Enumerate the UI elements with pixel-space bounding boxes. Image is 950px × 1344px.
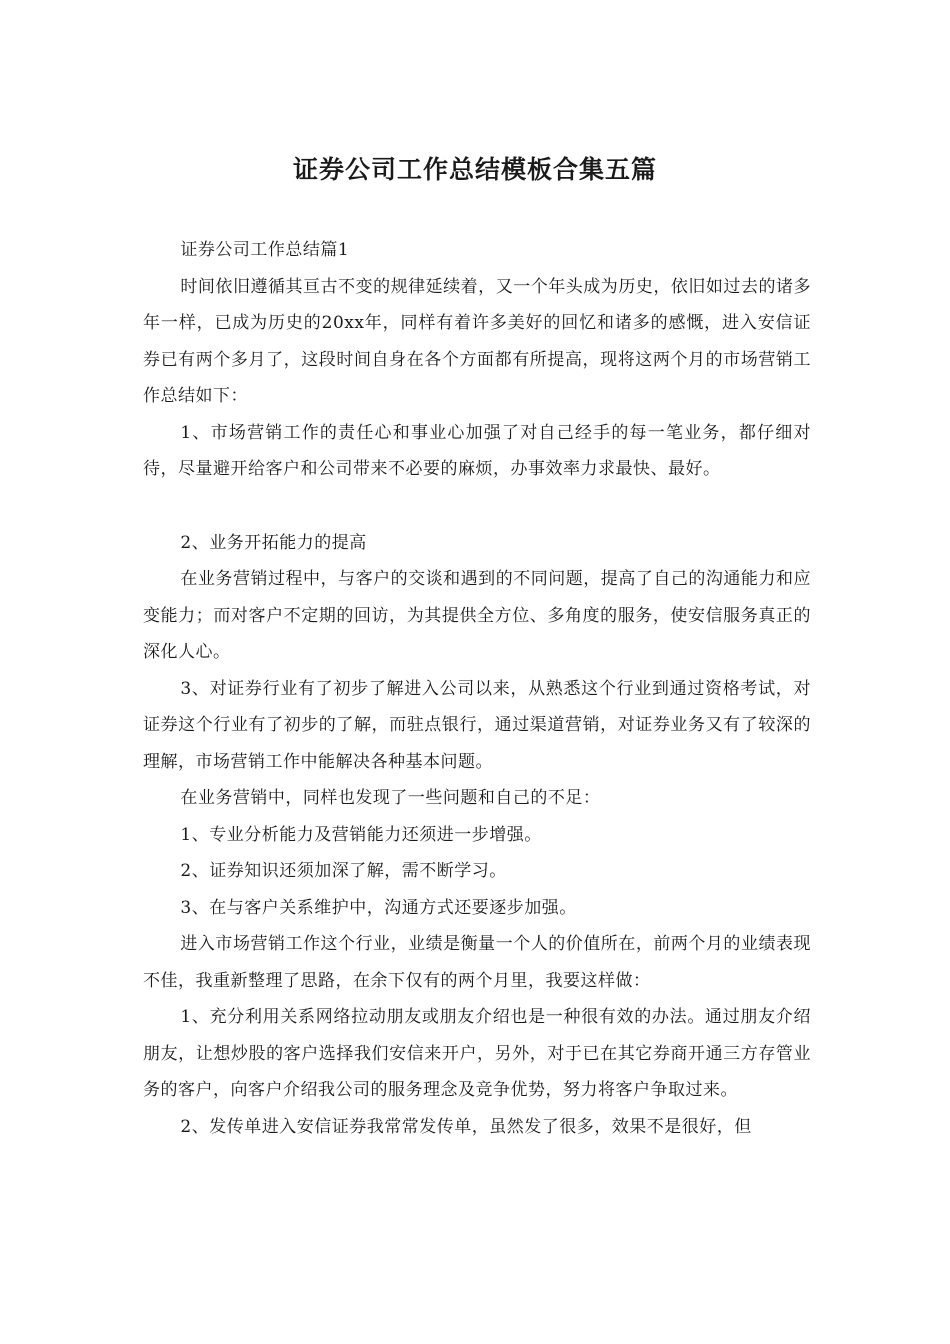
paragraph: 1、市场营销工作的责任心和事业心加强了对自己经手的每一笔业务，都仔细对待，尽量避开给客户和公司带来不必要的麻烦，办事效率力求最快、最好。	[143, 422, 811, 479]
list-item: 3、在与客户关系维护中，沟通方式还要逐步加强。	[180, 897, 577, 918]
list-item: 2、证券知识还须加深了解，需不断学习。	[180, 861, 507, 881]
list-item: 1、专业分析能力及营销能力还须进一步增强。	[180, 824, 542, 845]
paragraph: 3、对证券行业有了初步了解进入公司以来，从熟悉这个行业到通过资格考试，对证券这个行业有了初步的了解，而驻点银行，通过渠道营销，对证券业务又有了较深的理解，市场营销工作中能解决各种基本问题。	[143, 678, 811, 772]
paragraph: 1、充分利用关系网络拉动朋友或朋友介绍也是一种很有效的办法。通过朋友介绍朋友，让想炒股的客户选择我们安信来开户，另外，对于已在其它券商开通三方存管业务的客户，向客户介绍我公司的服务理念及竞争优势，努力将客户争取过来。	[143, 1007, 811, 1100]
document-body	[143, 232, 811, 1145]
blank-line	[143, 488, 811, 525]
paragraph: 2、发传单进入安信证券我常常发传单，虽然发了很多，效果不是很好，但	[180, 1116, 752, 1137]
document-title: 证券公司工作总结模板合集五篇	[292, 155, 657, 184]
paragraph: 2、业务开拓能力的提高	[180, 532, 367, 553]
paragraph: 在业务营销过程中，与客户的交谈和遇到的不同问题，提高了自己的沟通能力和应变能力；而对客户不定期的回访，为其提供全方位、多角度的服务，使安信服务真正的深化人心。	[143, 569, 811, 662]
paragraph: 在业务营销中，同样也发现了一些问题和自己的不足：	[180, 788, 601, 808]
section-heading: 证券公司工作总结篇1	[180, 240, 350, 260]
paragraph: 进入市场营销工作这个行业，业绩是衡量一个人的价值所在，前两个月的业绩表现不佳，我重新整理了思路，在余下仅有的两个月里，我要这样做：	[143, 934, 811, 991]
paragraph: 时间依旧遵循其亘古不变的规律延续着，又一个年头成为历史，依旧如过去的诸多年一样，已成为历史的20xx年，同样有着许多美好的回忆和诸多的感慨，进入安信证券已有两个多月了，这段时间自身在各个方面都有所提高，现将这两个月的市场营销工作总结如下：	[143, 276, 811, 406]
